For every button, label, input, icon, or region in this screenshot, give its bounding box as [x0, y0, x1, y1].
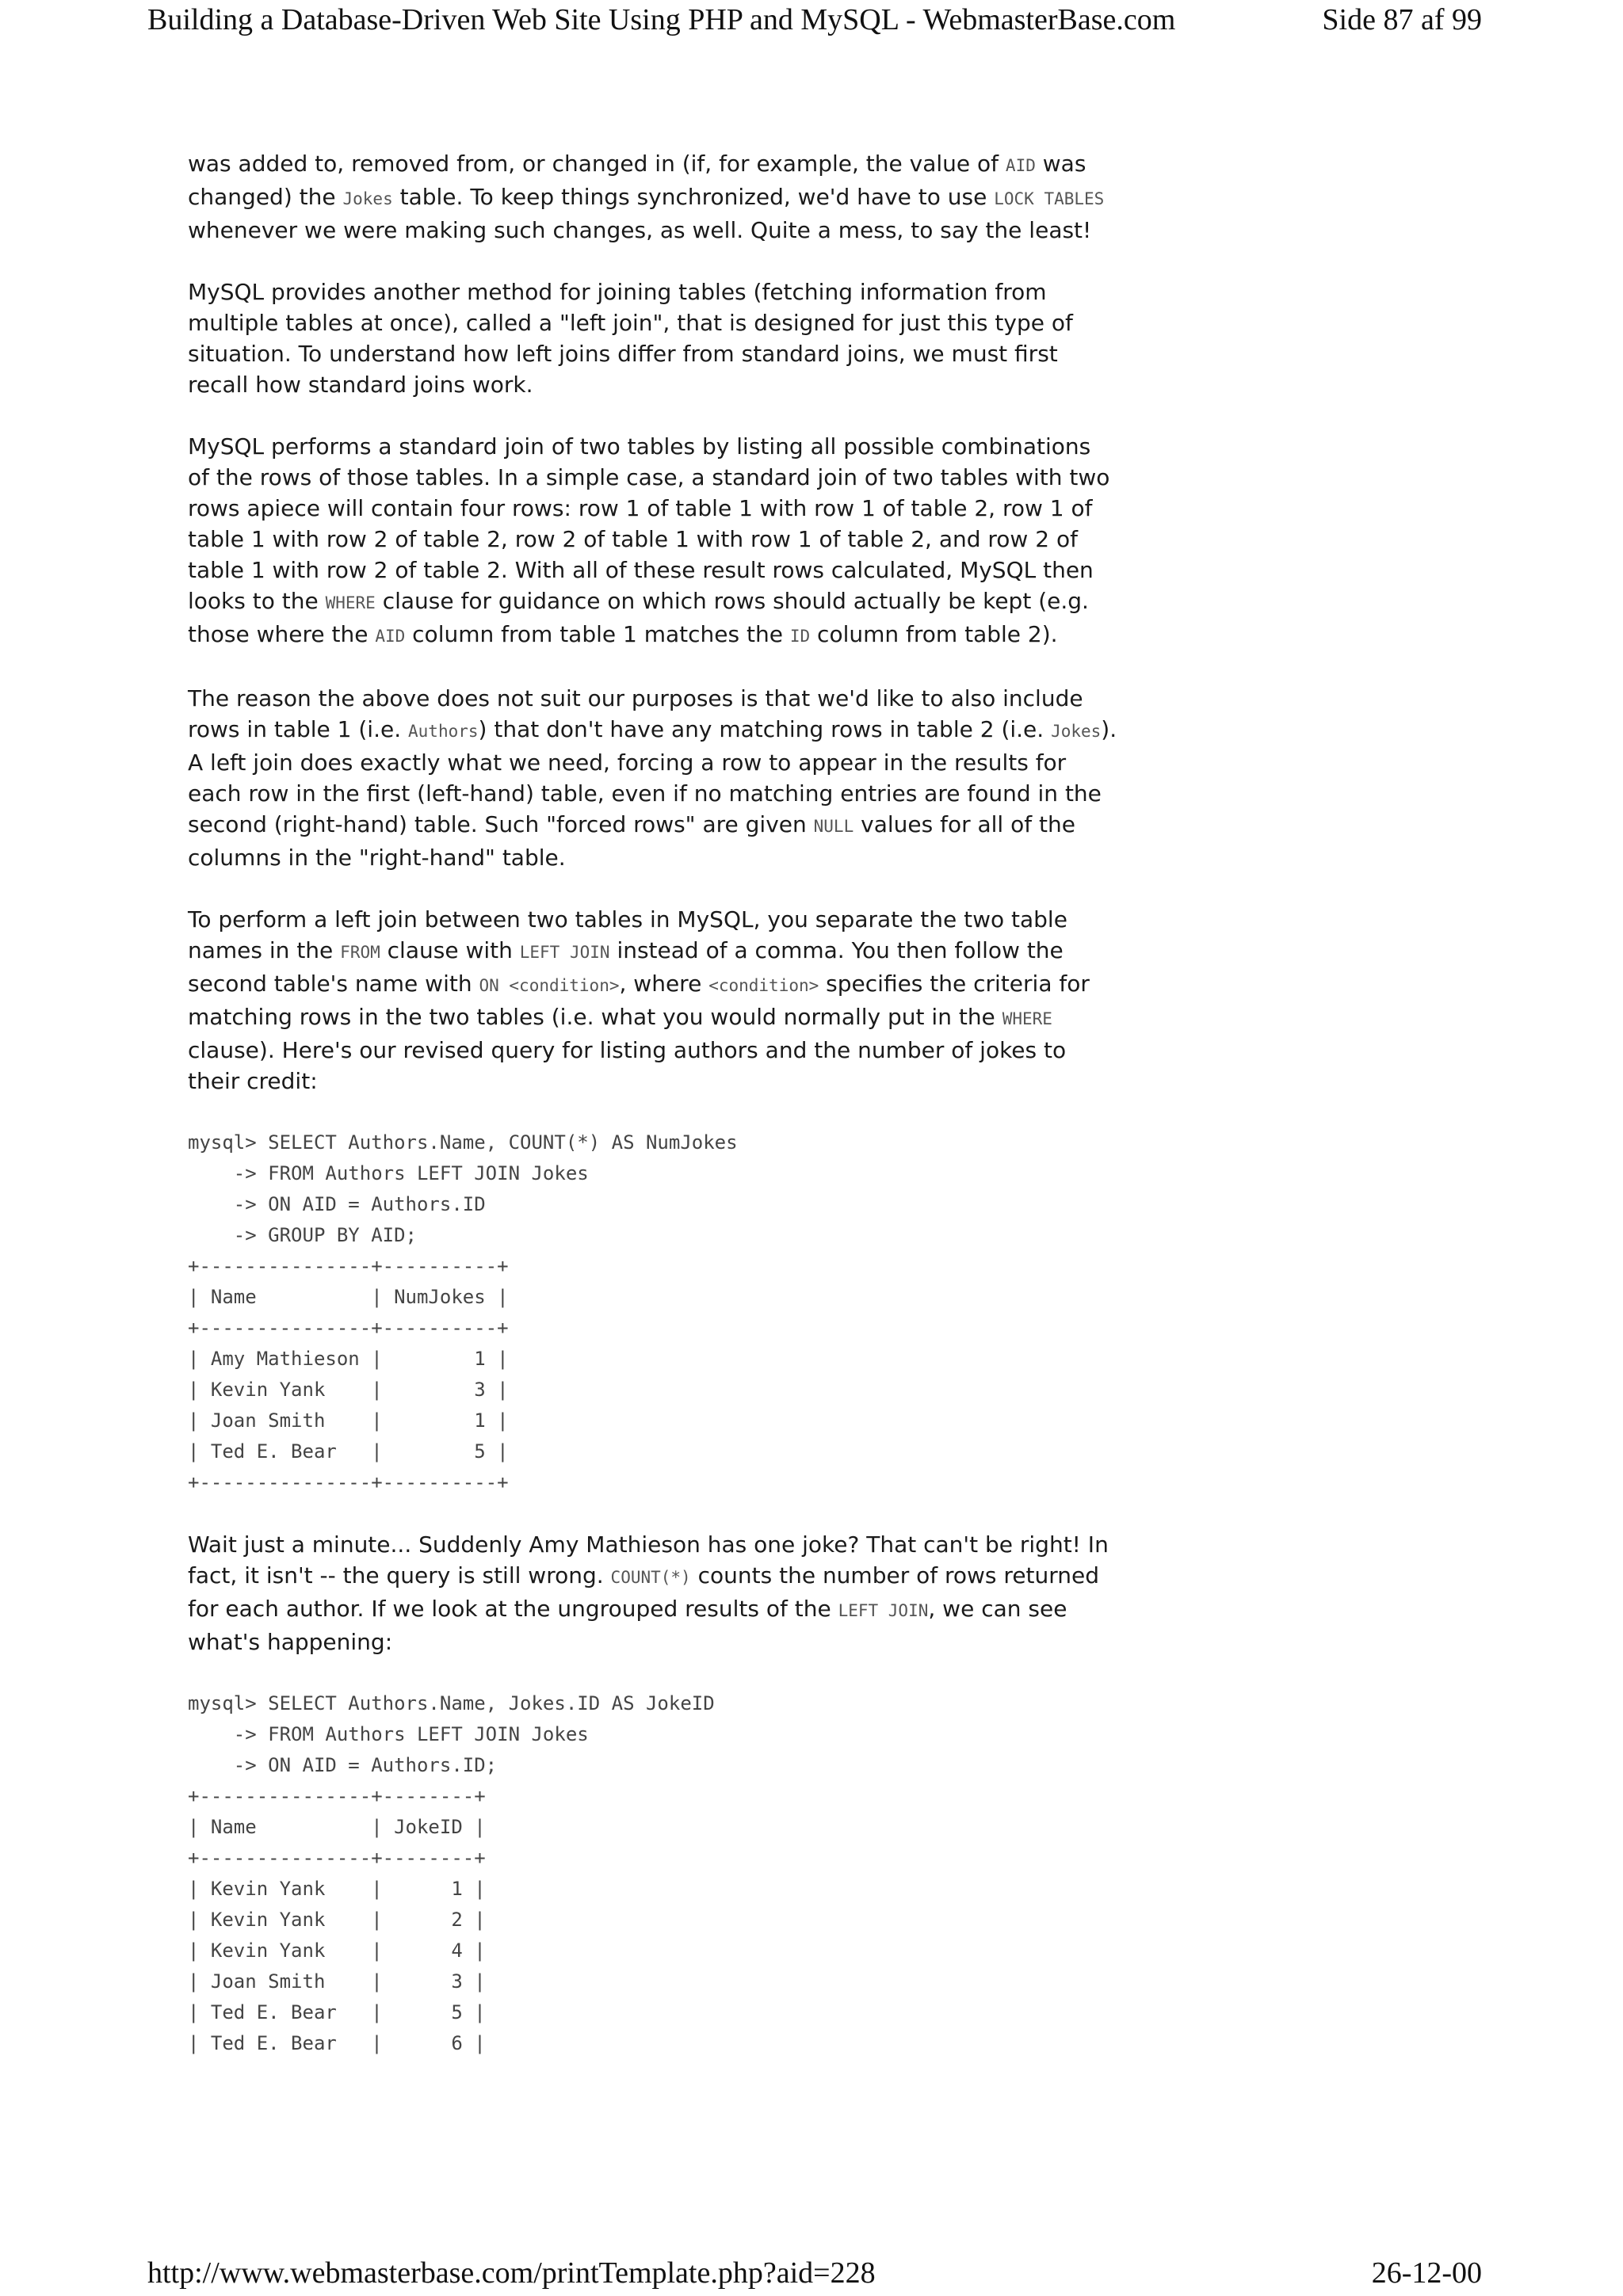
inline-code: LEFT JOIN [838, 1601, 929, 1620]
code-block-count-query: mysql> SELECT Authors.Name, COUNT(*) AS NumJokes -> FROM Authors LEFT JOIN Jokes -> ON AID = Authors.ID -> GROUP BY AID; +---------------+----------+ | Name | NumJokes | +---------------+----------+ | Amy Mathieson | 1 | | Kevin Yank | 3 | | Joan Smith | 1 | | Ted E. Bear | 5 | +---------------+----------+ [188, 1131, 738, 1493]
page-footer [147, 2253, 1482, 2293]
inline-code: ON <condition> [479, 976, 620, 995]
page-number: Side 87 af 99 [1322, 3, 1482, 36]
paragraph: MySQL provides another method for joining tables (fetching information from multiple tables at once), called a "left join", that is designed for just this type of situation. To understand how left joins differ from standard joins, we must first recall how standard joins work. [188, 279, 1073, 398]
inline-code: ID [789, 627, 811, 646]
inline-code: LOCK TABLES [994, 189, 1105, 208]
paragraph: To perform a left join between two tables in MySQL, you separate the two table names in the FROM clause with LEFT JOIN instead of a comma. You then follow the second table's name with ON <condition>, where <condition> specifies the criteria for matching rows in the two tables (i.e. what you would normally put in the WHERE clause). Here's our revised query for listing authors and the number of jokes to their credit: [188, 906, 1090, 1094]
inline-code: Authors [408, 722, 479, 741]
code-block-left-join-query: mysql> SELECT Authors.Name, Jokes.ID AS JokeID -> FROM Authors LEFT JOIN Jokes -> ON AID = Authors.ID; +---------------+--------+ | Name | JokeID | +---------------+--------+ | Kevin Yank | 1 | | Kevin Yank | 2 | | Kevin Yank | 4 | | Joan Smith | 3 | | Ted E. Bear | 5 | | Ted E. Bear | 6 | [188, 1692, 715, 2054]
inline-code: FROM [340, 943, 380, 962]
inline-code: <condition> [708, 976, 819, 995]
source-url: http://www.webmasterbase.com/printTemplate.php?aid=228 [147, 2256, 876, 2290]
inline-code: COUNT(*) [610, 1568, 691, 1587]
inline-code: WHERE [1002, 1009, 1052, 1028]
inline-code: AID [1005, 156, 1036, 175]
inline-code: NULL [813, 817, 854, 836]
page-header [147, 0, 1482, 44]
paragraph: The reason the above does not suit our purposes is that we'd like to also include rows in table 1 (i.e. Authors) that don't have any matching rows in table 2 (i.e. Jokes). A left join does exactly what we need, forcing a row to appear in the results for each row in the first (left-hand) table, even if no matching entries are found in the second (right-hand) table. Such "forced rows" are given NULL values for all of the columns in the "right-hand" table. [188, 685, 1117, 871]
paragraph: MySQL performs a standard join of two tables by listing all possible combinations of the rows of those tables. In a simple case, a standard join of two tables with two rows apiece will contain four rows: row 1 of table 1 with row 1 of table 2, row 1 of table 1 with row 2 of table 2, row 2 of table 1 with row 1 of table 2, and row 2 of table 1 with row 2 of table 2. With all of these result rows calculated, MySQL then looks to the WHERE clause for guidance on which rows should actually be kept (e.g. those where the AID column from table 1 matches the ID column from table 2). [188, 433, 1110, 647]
print-date: 26-12-00 [1371, 2256, 1482, 2290]
paragraph: Wait just a minute... Suddenly Amy Mathieson has one joke? That can't be right! In fact, it isn't -- the query is still wrong. COUNT(*) counts the number of rows returned for each author. If we look at the ungrouped results of the LEFT JOIN, we can see what's happening: [188, 1531, 1109, 1655]
inline-code: WHERE [325, 593, 376, 612]
article-body [188, 148, 1119, 2059]
inline-code: AID [375, 627, 406, 646]
paragraph: was added to, removed from, or changed in (if, for example, the value of AID was changed) the Jokes table. To keep things synchronized, we'd have to use LOCK TABLES whenever we were making such changes, as well. Quite a mess, to say the least! [188, 151, 1105, 243]
inline-code: Jokes [1051, 722, 1102, 741]
inline-code: LEFT JOIN [519, 943, 610, 962]
document-title: Building a Database-Driven Web Site Using PHP and MySQL - WebmasterBase.com [147, 3, 1176, 36]
inline-code: Jokes [342, 189, 393, 208]
